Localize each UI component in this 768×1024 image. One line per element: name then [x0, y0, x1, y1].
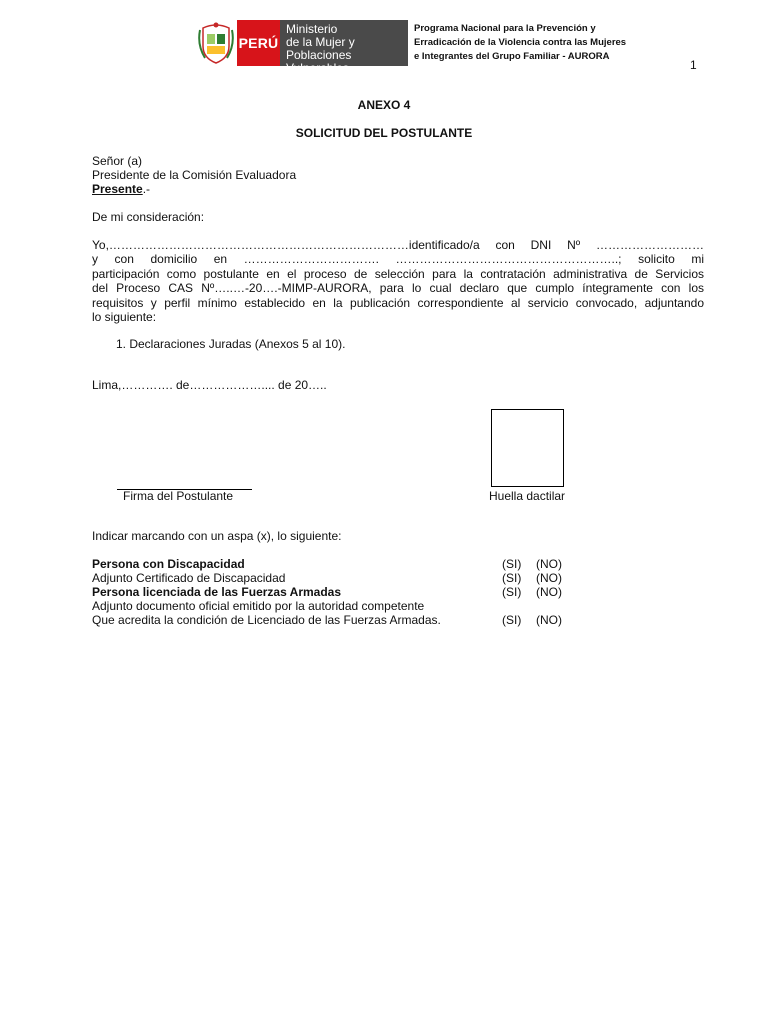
program-line: Programa Nacional para la Prevención y — [414, 23, 596, 34]
checklist-row — [92, 585, 592, 599]
body-paragraph — [92, 238, 704, 324]
ministry-line: Poblaciones Vulnerables — [286, 48, 352, 75]
presente-label: Presente — [92, 182, 143, 196]
checklist-label: Adjunto Certificado de Discapacidad — [92, 571, 286, 585]
no-option: (NO) — [536, 613, 562, 627]
peru-logo-band — [237, 20, 280, 66]
body-line: Yo,…………………………………………………………………identificado/a con DNI Nº ……………………… — [92, 238, 704, 252]
si-option: (SI) — [502, 613, 522, 627]
ministry-line: de la Mujer y — [286, 35, 355, 49]
checklist-row — [92, 557, 592, 571]
no-option: (NO) — [536, 571, 562, 585]
si-option: (SI) — [502, 571, 522, 585]
si-option: (SI) — [502, 557, 522, 571]
list-item: 1. Declaraciones Juradas (Anexos 5 al 10). — [116, 337, 346, 351]
checklist-row — [92, 599, 592, 613]
page-number: 1 — [690, 58, 697, 72]
no-option: (NO) — [536, 585, 562, 599]
si-option: (SI) — [502, 585, 522, 599]
lima-date-line: Lima,…………. de……………….... de 20….. — [92, 378, 327, 392]
body-line: requisitos y perfil mínimo establecido en la publicación correspondiente al servicio convocado, adjuntando — [92, 295, 704, 310]
checklist-label: Persona con Discapacidad — [92, 557, 245, 571]
body-line: participación como postulante en el proceso de selección para la contratación administrativa de Servicios — [92, 266, 704, 281]
checklist-label: Adjunto documento oficial emitido por la autoridad competente — [92, 599, 425, 613]
presente-suffix: .- — [142, 182, 151, 196]
fingerprint-box — [491, 409, 564, 487]
ministry-logo-band — [280, 20, 408, 75]
document-title: SOLICITUD DEL POSTULANTE — [295, 126, 473, 140]
program-name — [414, 22, 684, 64]
salutation-line: Presidente de la Comisión Evaluadora — [92, 168, 297, 182]
body-line: lo siguiente: — [92, 310, 157, 325]
huella-label: Huella dactilar — [489, 489, 566, 503]
consideracion-line: De mi consideración: — [92, 210, 205, 224]
annex-title: ANEXO 4 — [357, 98, 411, 112]
checklist-label: Que acredita la condición de Licenciado de las Fuerzas Armadas. — [92, 613, 441, 627]
presente-line — [92, 182, 150, 196]
body-line: del Proceso CAS Nº…..…-20….-MIMP-AURORA, para lo cual declaro que cumplo íntegramente con los — [92, 281, 704, 296]
program-line: e Integrantes del Grupo Familiar - AURORA — [414, 51, 610, 62]
firma-label: Firma del Postulante — [123, 489, 234, 503]
body-line: y con domicilio en ……………………………. ………………………………………………..; solicito mi — [92, 252, 704, 267]
program-line: Erradicación de la Violencia contra las Mujeres — [414, 37, 627, 48]
peru-coat-of-arms-icon — [197, 20, 235, 66]
salutation-line: Señor (a) — [92, 154, 143, 168]
no-option: (NO) — [536, 557, 562, 571]
checklist-row — [92, 571, 592, 585]
ministry-line: Ministerio — [286, 22, 338, 36]
indicar-line: Indicar marcando con un aspa (x), lo siguiente: — [92, 529, 342, 543]
checklist-row — [92, 613, 592, 627]
checklist-label: Persona licenciada de las Fuerzas Armadas — [92, 585, 342, 599]
peru-label: PERÚ — [238, 35, 279, 51]
